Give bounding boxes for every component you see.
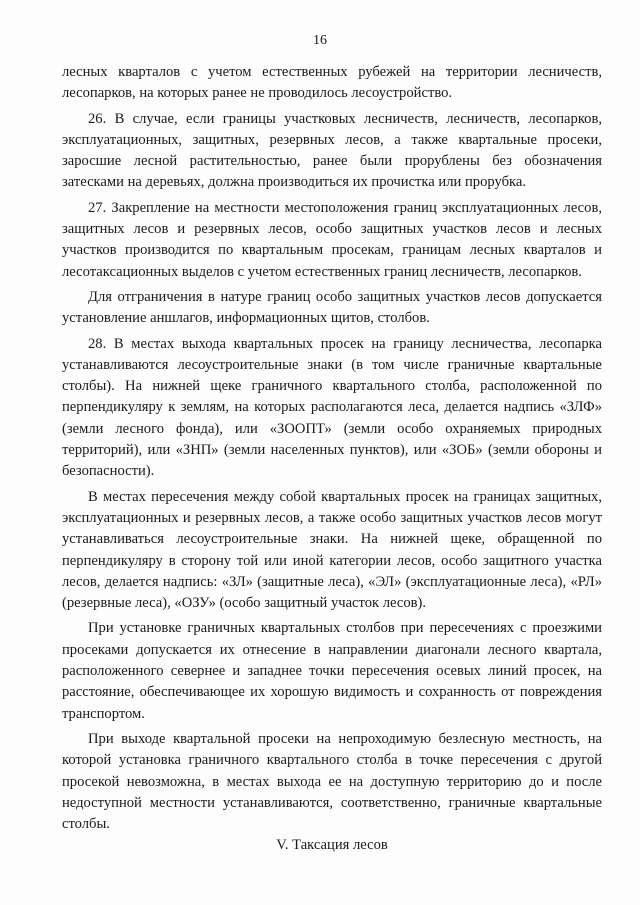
paragraph-27-delimitation: Для отграничения в натуре границ особо защитных участков лесов допускается установление аншлагов, информационных щитов, столбов. <box>62 288 602 327</box>
paragraph-27: 27. Закрепление на местности местоположения границ эксплуатационных лесов, защитных лесов и резервных лесов, особо защитных участков лесов и лесных участков производится по квартальным просекам, границам лесных кварталов и лесотаксационных выделов с учетом естественных границ лесничеств, лесопарков. <box>62 199 602 280</box>
paragraph-28: 28. В местах выхода квартальных просек на границу лесничества, лесопарка устанавливаются лесоустроительные знаки (в том числе граничные квартальные столбы). На нижней щеке граничного квартального столба, расположенной по перпендикуляру к землям, на которых располагаются леса, делается надпись «ЗЛФ» (земли лесного фонда), или «ЗООПТ» (земли особо охраняемых природных территорий), или «ЗНП» (земли населенных пунктов), или «ЗОБ» (земли обороны и безопасности). <box>62 335 602 480</box>
paragraph-26: 26. В случае, если границы участковых лесничеств, лесничеств, лесопарков, эксплуатационных, защитных, резервных лесов, а также квартальные просеки, заросшие лесной растительностью, ранее были прорублены без обозначения затесками на деревьях, должна производиться их прочистка или прорубка. <box>62 110 602 191</box>
page-number: 16 <box>313 33 327 48</box>
section-title: V. Таксация лесов <box>276 837 388 854</box>
document-body <box>62 62 602 857</box>
paragraph-continuation: лесных кварталов с учетом естественных рубежей на территории лесничеств, лесопарков, на которых ранее не проводилось лесоустройство. <box>62 64 602 102</box>
paragraph-28-roads: При установке граничных квартальных столбов при пересечениях с проезжими просеками допускается их отнесение в направлении диагонали лесного квартала, расположенного севернее и западнее точки пересечения осевых линий просек, на расстояние, обеспечивающее их хорошую видимость и сохранность от повреждения транспортом. <box>62 620 602 722</box>
paragraph-28-intersections: В местах пересечения между собой квартальных просек на границах защитных, эксплуатационных и резервных лесов, а также особо защитных участков лесов могут устанавливаться лесоустроительные знаки. На нижней щеке, обращенной по перпендикуляру в сторону той или иной категории лесов, особо защитного участка лесов, делается надпись: «ЗЛ» (защитные леса), «ЭЛ» (эксплуатационные леса), «РЛ» (резервные леса), «ОЗУ» (особо защитный участок лесов). <box>62 488 602 612</box>
paragraph-28-impassable: При выходе квартальной просеки на непроходимую безлесную местность, на которой установка граничного квартального столба в точке пересечения с другой просекой невозможна, в местах выхода ее на доступную территорию до и после недоступной местности устанавливаются, соответственно, граничные квартальные столбы. <box>62 730 602 833</box>
